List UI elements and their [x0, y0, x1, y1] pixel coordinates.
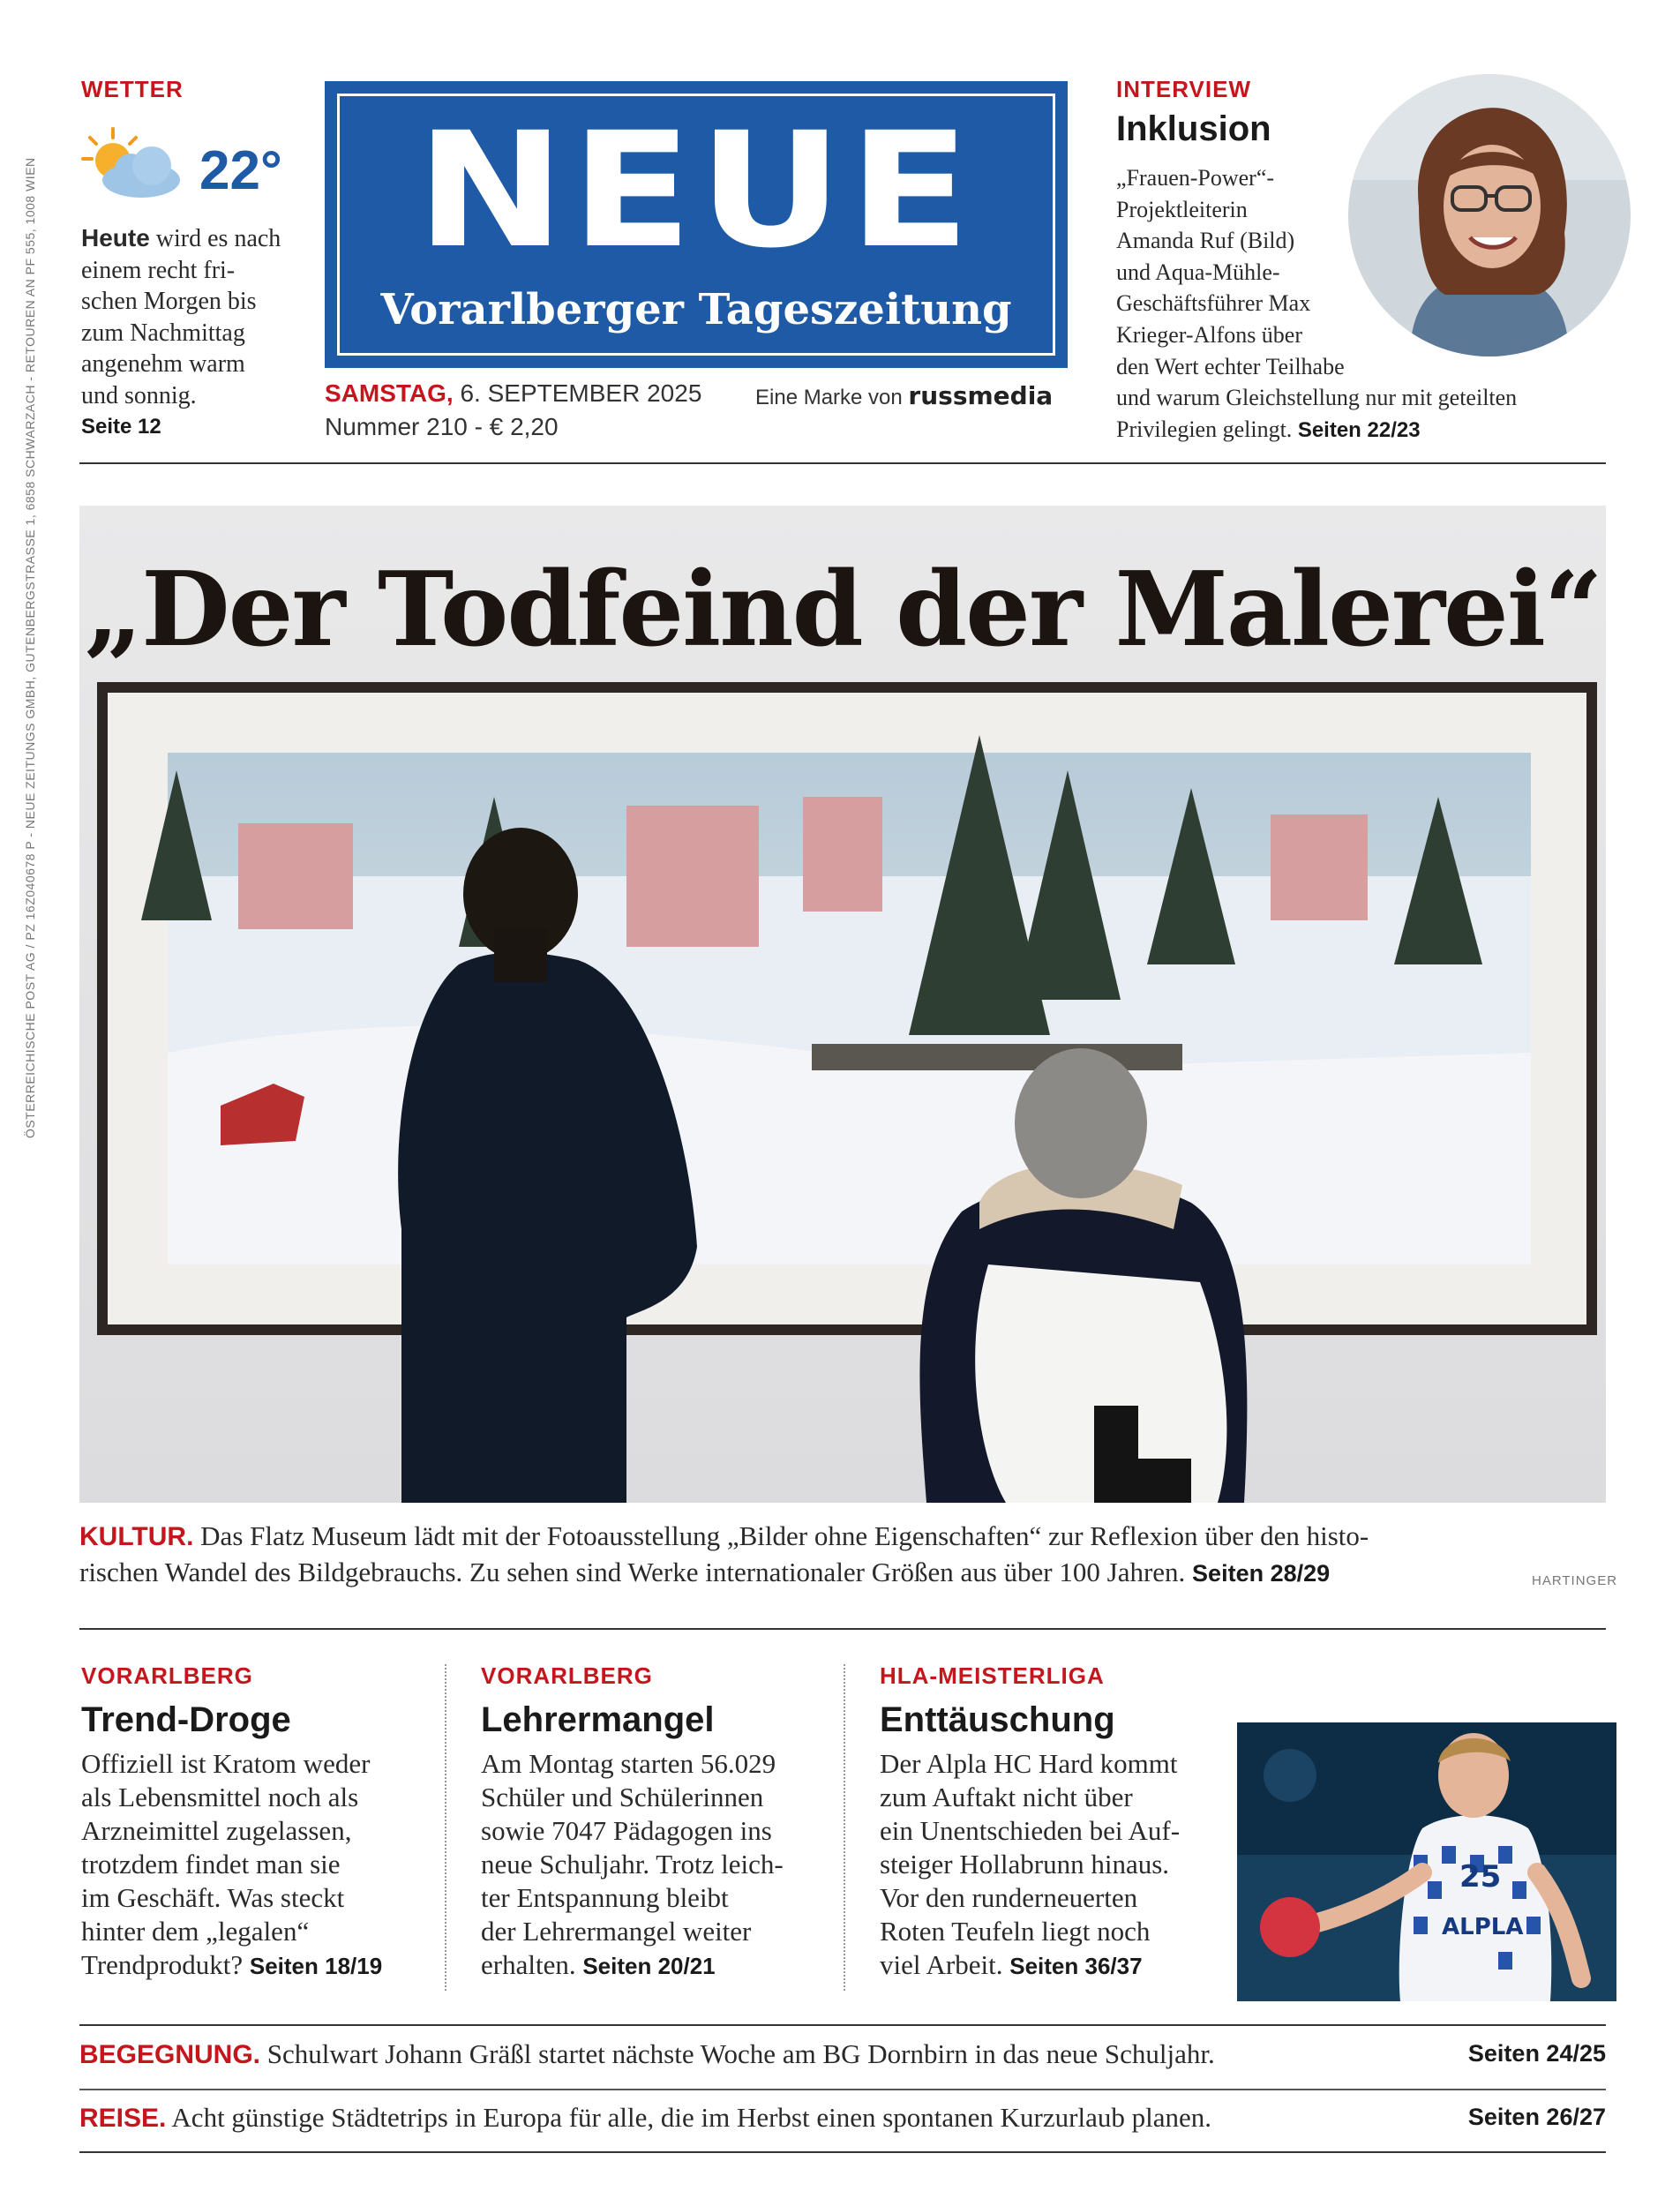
interview-line: den Wert echter Teilhabe [1116, 353, 1345, 379]
postal-sidebar [23, 79, 42, 1138]
jersey-logo: ALPLA [1442, 1914, 1524, 1940]
story-line: Offiziell ist Kratom weder [81, 1748, 371, 1779]
story-line: der Lehrermangel weiter [481, 1916, 752, 1947]
masthead-logo [325, 81, 1068, 368]
interview-line: Geschäftsführer Max [1116, 290, 1311, 317]
jersey-number: 25 [1459, 1859, 1502, 1895]
interview-line: Krieger-Alfons über [1116, 321, 1303, 348]
bottom-rule [79, 2151, 1606, 2153]
story-kicker: VORARLBERG [481, 1662, 653, 1689]
interview-line: Projektleiterin [1116, 196, 1248, 222]
lead-caption-line: rischen Wandel des Bildgebrauchs. Zu sehen sind Werke internationaler Größen aus über 100 Jahren. [79, 1557, 1186, 1587]
story-line: Der Alpla HC Hard kommt [880, 1748, 1178, 1779]
lead-photo [79, 506, 1606, 1503]
weather-temp: 22° [199, 140, 282, 201]
weather-lead: Heute [81, 224, 150, 251]
weather-page-ref: Seite 12 [81, 415, 161, 439]
column-divider [445, 1664, 446, 1991]
teaser-page-ref: Seiten 26/27 [1467, 2104, 1606, 2130]
interview-line: „Frauen-Power“- [1116, 165, 1275, 191]
interview-portrait [1348, 74, 1631, 356]
story-text [481, 1747, 834, 1983]
story-line: Vor den runderneuerten [880, 1882, 1138, 1913]
story-line: ein Unentschieden bei Auf- [880, 1815, 1181, 1846]
story-line: ter Entspannung bleibt [481, 1882, 729, 1913]
interview-line: Privilegien gelingt. [1116, 416, 1293, 442]
interview-kicker: INTERVIEW [1116, 76, 1251, 102]
teaser-rule [79, 2089, 1606, 2090]
story-line: neue Schuljahr. Trotz leich- [481, 1849, 784, 1880]
story-kicker: HLA-MEISTERLIGA [880, 1662, 1105, 1689]
story-line: Trendprodukt? [81, 1949, 244, 1980]
story-line: zum Auftakt nicht über [880, 1782, 1133, 1812]
story-line: viel Arbeit. [880, 1949, 1003, 1980]
photo-credit: HARTINGER [1532, 1573, 1618, 1588]
top-rule [79, 462, 1606, 464]
story-line: hinter dem „legalen“ [81, 1916, 310, 1947]
russmedia-logo: russmedia [908, 381, 1054, 410]
teaser-page-ref: Seiten 24/25 [1467, 2040, 1606, 2067]
teaser-begegnung [79, 2037, 1403, 2072]
story-lehrermangel [481, 1662, 834, 1983]
brand-prefix: Eine Marke von [755, 386, 903, 409]
weather-line: einem recht fri- [81, 256, 236, 284]
issue-number: Nummer 210 - € 2,20 [325, 413, 559, 440]
story-page-ref: Seiten 20/21 [582, 1953, 716, 1979]
column-divider [844, 1664, 845, 1991]
story-line: Roten Teufeln liegt noch [880, 1916, 1151, 1947]
story-line: Am Montag starten 56.029 [481, 1748, 776, 1779]
brand-line [755, 381, 1053, 410]
interview-line: und Aqua-Mühle- [1116, 259, 1280, 285]
partly-cloudy-icon [79, 125, 185, 205]
teaser-kicker: REISE. [79, 2104, 167, 2133]
handball-photo [1237, 1722, 1616, 2001]
weather-text [81, 222, 302, 443]
lead-caption-line: Das Flatz Museum lädt mit der Fotoausstellung „Bilder ohne Eigenschaften“ zur Reflexion über den histo- [200, 1520, 1369, 1551]
issue-date [325, 379, 701, 408]
teaser-text: Schulwart Johann Gräßl startet nächste Woche am BG Dornbirn in das neue Schuljahr. [266, 2038, 1215, 2069]
teaser-reise [79, 2101, 1403, 2135]
issue-day: SAMSTAG, [325, 379, 454, 407]
masthead-title: NEUE [416, 99, 977, 283]
story-title: Lehrermangel [481, 1700, 715, 1739]
story-line: als Lebensmittel noch als [81, 1782, 359, 1812]
weather-kicker: WETTER [81, 76, 184, 102]
postal-sidebar-text: ÖSTERREICHISCHE POST AG / PZ 16Z040678 P - NEUE ZEITUNGS GMBH, GUTENBERGSTRASSE 1, 6858 SCHWARZACH - RETOUREN AN PF 555, 1008 WIEN [23, 157, 37, 1138]
weather-line: angenehm warm [81, 350, 245, 378]
lead-kicker: KULTUR. [79, 1522, 194, 1551]
story-line: steiger Hollabrunn hinaus. [880, 1849, 1170, 1880]
story-enttaeuschung [880, 1662, 1233, 1983]
story-title: Enttäuschung [880, 1700, 1115, 1739]
masthead-subtitle: Vorarlberger Tageszeitung [380, 285, 1012, 334]
weather-line: wird es nach [155, 225, 281, 252]
story-page-ref: Seiten 36/37 [1009, 1953, 1143, 1979]
teaser-kicker: BEGEGNUNG. [79, 2040, 261, 2069]
story-line: erhalten. [481, 1949, 576, 1980]
lead-page-ref: Seiten 28/29 [1192, 1560, 1331, 1587]
story-page-ref: Seiten 18/19 [249, 1953, 383, 1979]
issue-date-text: 6. SEPTEMBER 2025 [460, 379, 702, 407]
story-line: Schüler und Schülerinnen [481, 1782, 764, 1812]
story-line: Arzneimittel zugelassen, [81, 1815, 352, 1846]
interview-title: Inklusion [1116, 109, 1271, 148]
interview-line: Amanda Ruf (Bild) [1116, 228, 1295, 254]
interview-line: und warum Gleichstellung nur mit geteilten [1116, 385, 1518, 411]
story-line: trotzdem findet man sie [81, 1849, 341, 1880]
weather-line: schen Morgen bis [81, 288, 257, 315]
story-trend-droge [81, 1662, 434, 1983]
story-text [81, 1747, 434, 1983]
story-line: im Geschäft. Was steckt [81, 1882, 345, 1913]
weather-line: zum Nachmittag [81, 319, 245, 347]
teaser-text: Acht günstige Städtetrips in Europa für alle, die im Herbst einen spontanen Kurzurlaub planen. [171, 2102, 1211, 2133]
teaser-rule [79, 2024, 1606, 2026]
story-line: sowie 7047 Pädagogen ins [481, 1815, 772, 1846]
weather-line: und sonnig. [81, 381, 197, 409]
lead-caption [79, 1519, 1618, 1591]
lead-headline: „Der Todfeind der Malerei“ [84, 550, 1601, 670]
interview-page-ref: Seiten 22/23 [1297, 417, 1421, 442]
story-text [880, 1747, 1233, 1983]
story-title: Trend-Droge [81, 1700, 291, 1739]
story-kicker: VORARLBERG [81, 1662, 253, 1689]
mid-rule [79, 1628, 1606, 1630]
